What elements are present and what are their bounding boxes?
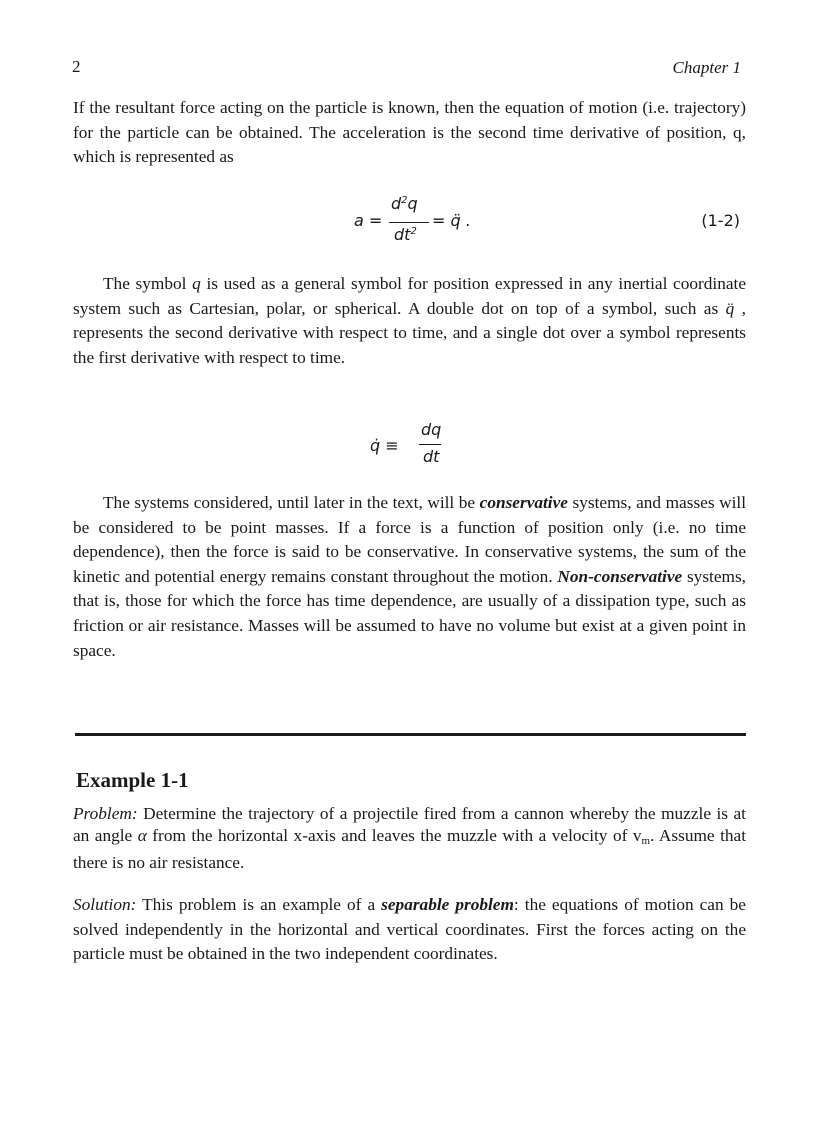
- paragraph-conservative: The systems considered, until later in the text, will be conservative systems, and masses will be considered to be point masses. If a force is a function of position only (i.e. no time dependence), then the force is said to be conservative. In conservative systems, the sum of the kinetic and potential energy remains constant throughout the motion. Non-conservative systems, that is, those for which the force has time dependence, are usually of a dissipation type, such as friction or air resistance. Masses will be assumed to have no volume but exist at a given point in space.: [73, 493, 747, 660]
- paragraph-intro: If the resultant force acting on the particle is known, then the equation of motion (i.e. trajectory) for the particle can be obtained. The acceleration is the second time derivative of position, q, which is represented as: [73, 98, 746, 167]
- eq2-numerator: dq: [421, 420, 442, 439]
- eq2-lhs: q̇ ≡: [370, 436, 399, 455]
- paragraph-symbol-q: The symbol q is used as a general symbol for position expressed in any inertial coordinate system such as Cartesian, polar, or spherical. A double dot on top of a symbol, such as q̈ , represents the second derivative with respect to time, and a single dot over a symbol represents the first derivative with respect to time.: [73, 274, 747, 367]
- chapter-label: Chapter 1: [672, 58, 741, 77]
- eq2-fraction-bar: [419, 444, 441, 445]
- eq1-denominator: $dt^2$: [394, 225, 417, 244]
- page-number: 2: [72, 57, 81, 76]
- example-solution: Solution: This problem is an example of a separable problem: the equations of motion can be solved independently in the horizontal and vertical coordinates. First the forces acting on the particle must be obtained in the two independent coordinates.: [73, 895, 746, 964]
- equation-first-derivative: [370, 420, 480, 470]
- eq1-numerator: $d^2q$: [391, 194, 418, 213]
- eq2-denominator: dt: [423, 447, 440, 466]
- equation-number: (1-2): [701, 211, 740, 230]
- eq1-lhs: a =: [354, 211, 383, 230]
- section-divider: [75, 733, 746, 736]
- eq1-rhs: = q̈ .: [432, 211, 471, 230]
- example-problem: Problem: Determine the trajectory of a projectile fired from a cannon whereby the muzzle is at an angle α from the horizontal x-axis and leaves the muzzle with a velocity of vm. Assume that there is no air resistance.: [73, 804, 746, 872]
- example-title: Example 1-1: [76, 768, 189, 792]
- equation-acceleration: [354, 194, 484, 250]
- eq1-fraction-bar: [389, 222, 429, 223]
